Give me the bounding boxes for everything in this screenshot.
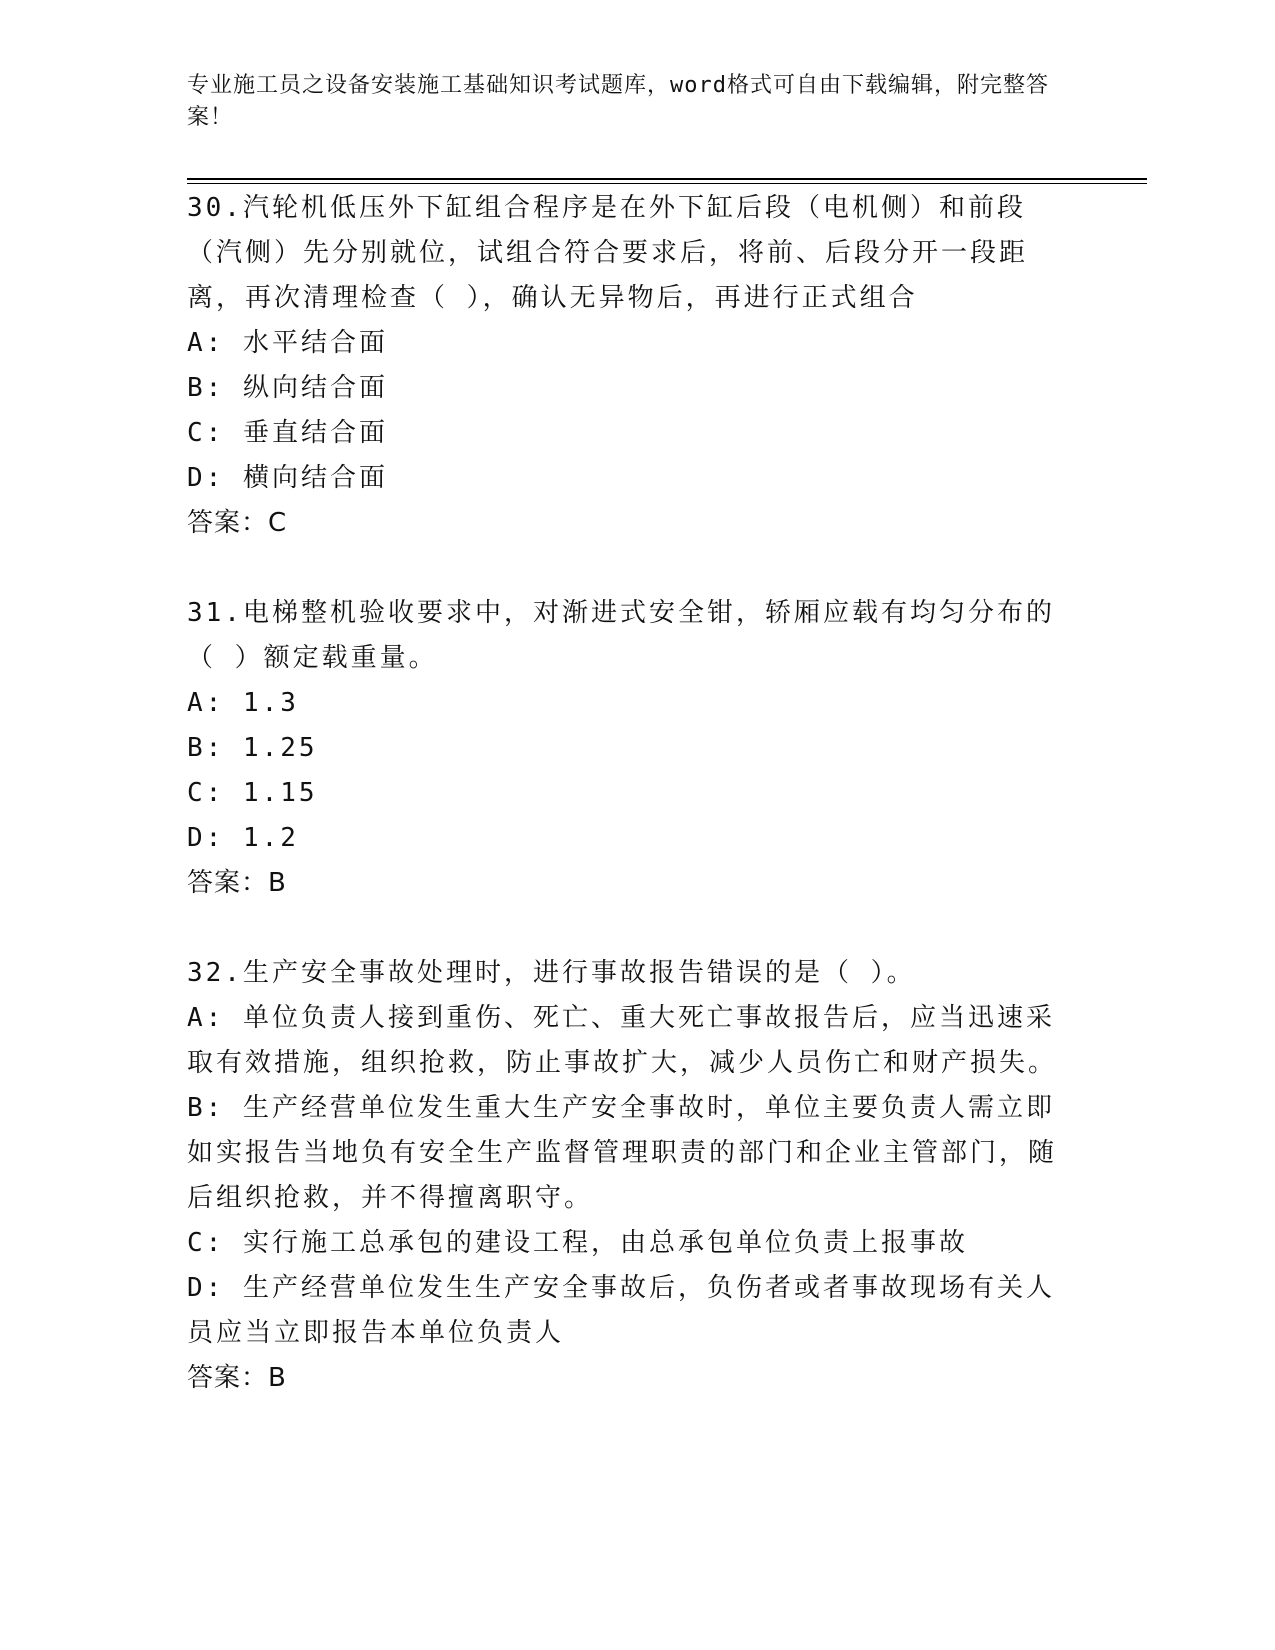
question-text: 31.电梯整机验收要求中，对渐进式安全钳，轿厢应载有均匀分布的（ ）额定载重量。 [187,598,1055,673]
option-d: D: 1.2 [187,823,299,853]
option-d: D: 生产经营单位发生生产安全事故后，负伤者或者事故现场有关人员应当立即报告本单位负责人 [187,1273,1055,1348]
document-header: 专业施工员之设备安装施工基础知识考试题库，word格式可自由下载编辑，附完整答案！ [187,73,1049,130]
option-b: B: 生产经营单位发生重大生产安全事故时，单位主要负责人需立即如实报告当地负有安全生产监督管理职责的部门和企业主管部门，随后组织抢救，并不得擅离职守。 [187,1093,1058,1213]
question-31 [187,591,1077,906]
answer: 答案：B [187,868,287,898]
option-c: C: 垂直结合面 [187,418,388,448]
option-b: B: 纵向结合面 [187,373,388,403]
option-a: A: 1.3 [187,688,299,718]
option-a: A: 水平结合面 [187,328,388,358]
question-30 [187,186,1077,546]
option-b: B: 1.25 [187,733,318,763]
answer: 答案：B [187,1363,287,1393]
question-text: 32.生产安全事故处理时，进行事故报告错误的是（ ）。 [187,958,916,988]
header-divider-thin [187,183,1147,184]
question-list [187,186,1077,1446]
option-a: A: 单位负责人接到重伤、死亡、重大死亡事故报告后，应当迅速采取有效措施，组织抢救，防止事故扩大，减少人员伤亡和财产损失。 [187,1003,1058,1078]
option-c: C: 1.15 [187,778,318,808]
question-text: 30.汽轮机低压外下缸组合程序是在外下缸后段（电机侧）和前段（汽侧）先分别就位，试组合符合要求后，将前、后段分开一段距离，再次清理检查（ ），确认无异物后，再进行正式组合 [187,193,1029,313]
option-c: C: 实行施工总承包的建设工程，由总承包单位负责上报事故 [187,1228,968,1258]
question-32 [187,951,1077,1401]
answer: 答案：C [187,508,288,538]
header-divider-thick [187,178,1147,180]
option-d: D: 横向结合面 [187,463,388,493]
